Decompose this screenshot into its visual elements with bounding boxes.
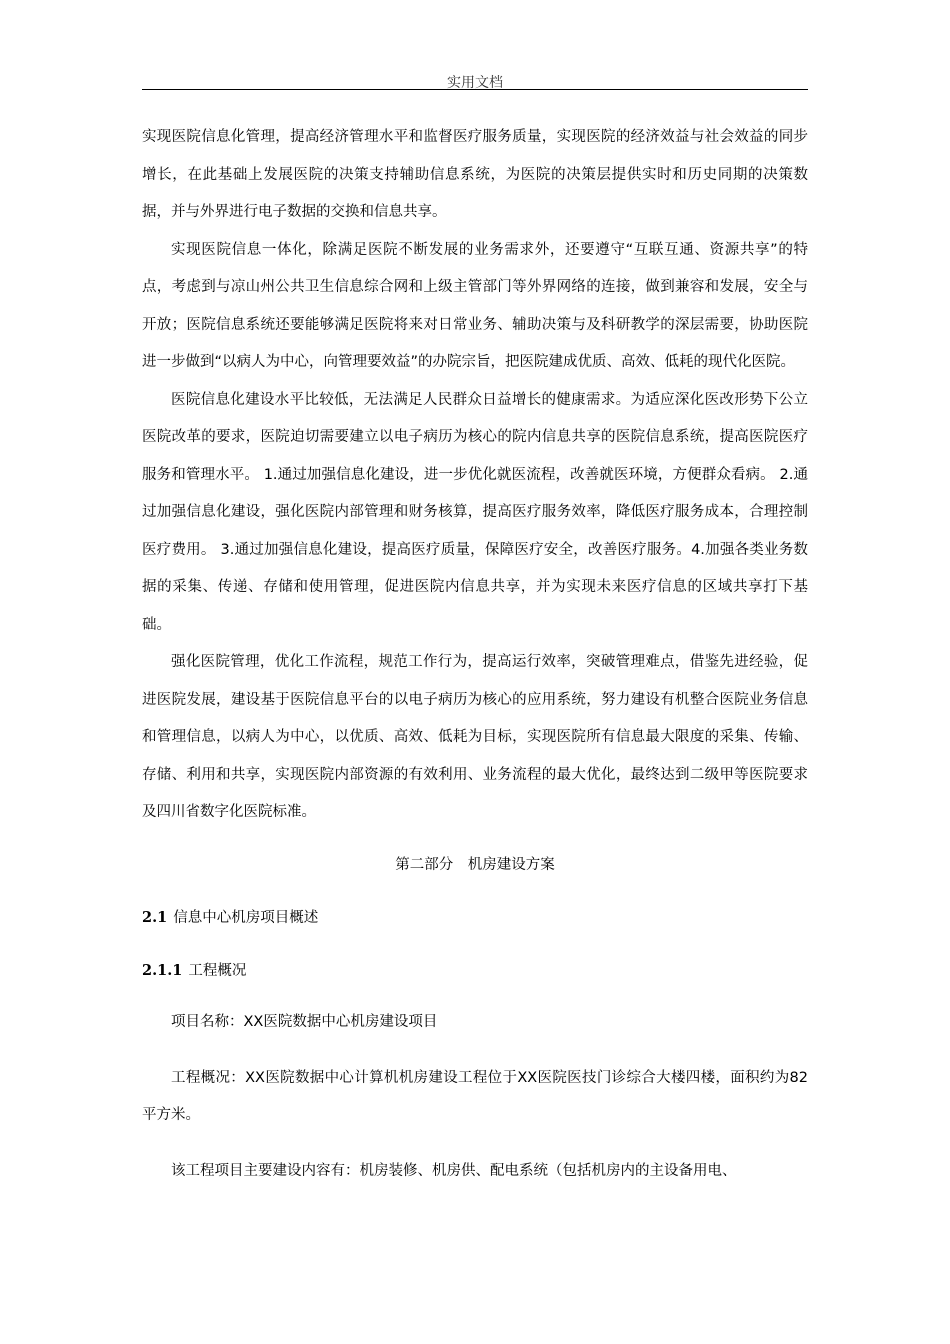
project-name: 项目名称：XX医院数据中心机房建设项目 (171, 1014, 438, 1030)
header-divider (142, 89, 808, 90)
paragraph-1: 实现医院信息化管理，提高经济管理水平和监督医疗服务质量，实现医院的经济效益与社会效益的同步增长，在此基础上发展医院的决策支持辅助信息系统，为医院的决策层提供实时和历史同期的决策数据，并与外界进行电子数据的交换和信息共享。 (142, 129, 808, 220)
paragraph-4: 强化医院管理，优化工作流程，规范工作行为，提高运行效率，突破管理难点，借鉴先进经验，促进医院发展，建设基于医院信息平台的以电子病历为核心的应用系统，努力建设有机整合医院业务信息和管理信息，以病人为中心，以优质、高效、低耗为目标，实现医院所有信息最大限度的采集、传输、存储、利用和共享，实现医院内部资源的有效利用、业务流程的最大优化，最终达到二级甲等医院要求及四川省数字化医院标准。 (142, 654, 808, 820)
document-body (142, 119, 808, 1204)
subsection-number: 2.1.1 (142, 961, 183, 979)
section-number: 2.1 (142, 909, 168, 926)
part-title: 第二部分 机房建设方案 (395, 856, 555, 873)
paragraph-2: 实现医院信息一体化，除满足医院不断发展的业务需求外，还要遵守“互联互通、资源共享”的特点，考虑到与凉山州公共卫生信息综合网和上级主管部门等外界网络的连接，做到兼容和发展，安全与开放；医院信息系统还要能够满足医院将来对日常业务、辅助决策与及科研教学的深层需要，协助医院进一步做到“以病人为中心，向管理要效益”的办院宗旨，把医院建成优质、高效、低耗的现代化医院。 (142, 241, 808, 370)
project-scope: 该工程项目主要建设内容有：机房装修、机房供、配电系统（包括机房内的主设备用电、 (171, 1162, 737, 1179)
section-heading-2-1-1 (142, 952, 808, 991)
subsection-title: 工程概况 (188, 962, 247, 979)
project-overview: 工程概况：XX医院数据中心计算机机房建设工程位于XX医院医技门诊综合大楼四楼，面积约为82平方米。 (142, 1069, 808, 1123)
section-title: 信息中心机房项目概述 (173, 910, 319, 926)
paragraph-3: 医院信息化建设水平比较低，无法满足人民群众日益增长的健康需求。为适应深化医改形势下公立医院改革的要求，医院迫切需要建立以电子病历为核心的院内信息共享的医院信息系统，提高医院医疗服务和管理水平。 1.通过加强信息化建设，进一步优化就医流程，改善就医环境，方便群众看病。 2.通过加强信息化建设，强化医院内部管理和财务核算，提高医疗服务效率，降低医疗服务成本，合理控制医疗费用。 3.通过加强信息化建设，提高医疗质量，保障医疗安全，改善医疗服务。4.加强各类业务数据的采集、传递、存储和使用管理，促进医院内信息共享，并为实现未来医疗信息的区域共享打下基础。 (142, 391, 808, 633)
section-heading-2-1 (142, 899, 808, 938)
page-header: 实用文档 (447, 75, 503, 91)
